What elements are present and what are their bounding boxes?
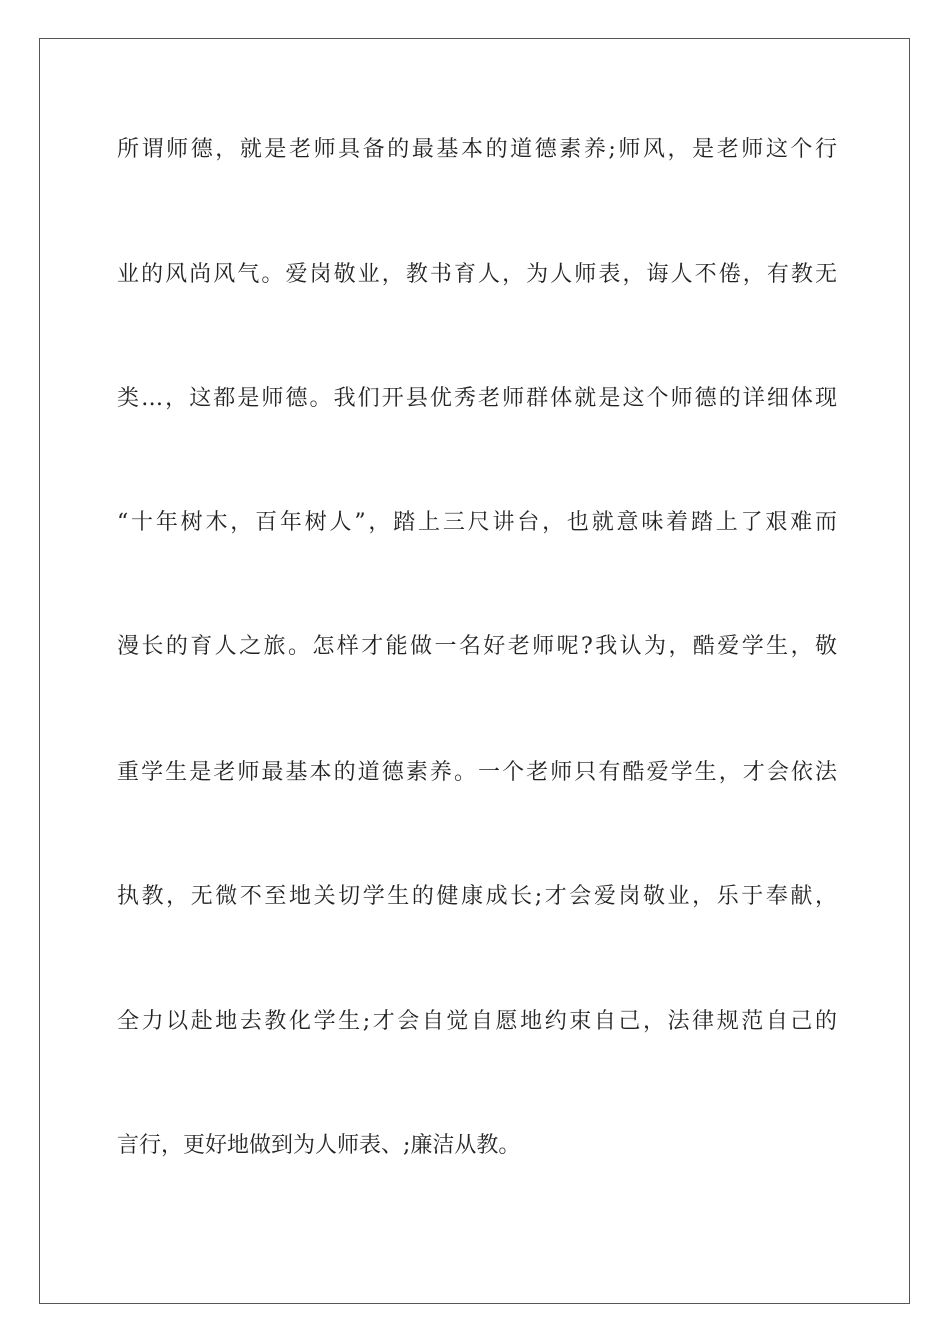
text-line-1: 所谓师德，就是老师具备的最基本的道德素养;师风，是老师这个行 [117,137,837,162]
text-line-6: 重学生是老师最基本的道德素养。一个老师只有酷爱学生，才会依法 [117,760,837,785]
text-line-2: 业的风尚风气。爱岗敬业，教书育人，为人师表，诲人不倦，有教无 [117,262,837,287]
text-line-8: 全力以赴地去教化学生;才会自觉自愿地约束自己，法律规范自己的 [117,1009,837,1034]
page-border [39,38,910,1304]
text-line-9: 言行，更好地做到为人师表、;廉洁从教。 [117,1133,521,1158]
text-line-5: 漫长的育人之旅。怎样才能做一名好老师呢?我认为，酷爱学生，敬 [117,634,837,659]
text-line-4: “十年树木，百年树人”，踏上三尺讲台，也就意味着踏上了艰难而 [117,510,837,535]
text-line-3: 类…，这都是师德。我们开县优秀老师群体就是这个师德的详细体现 [117,386,837,411]
text-line-7: 执教，无微不至地关切学生的健康成长;才会爱岗敬业，乐于奉献， [117,884,837,909]
